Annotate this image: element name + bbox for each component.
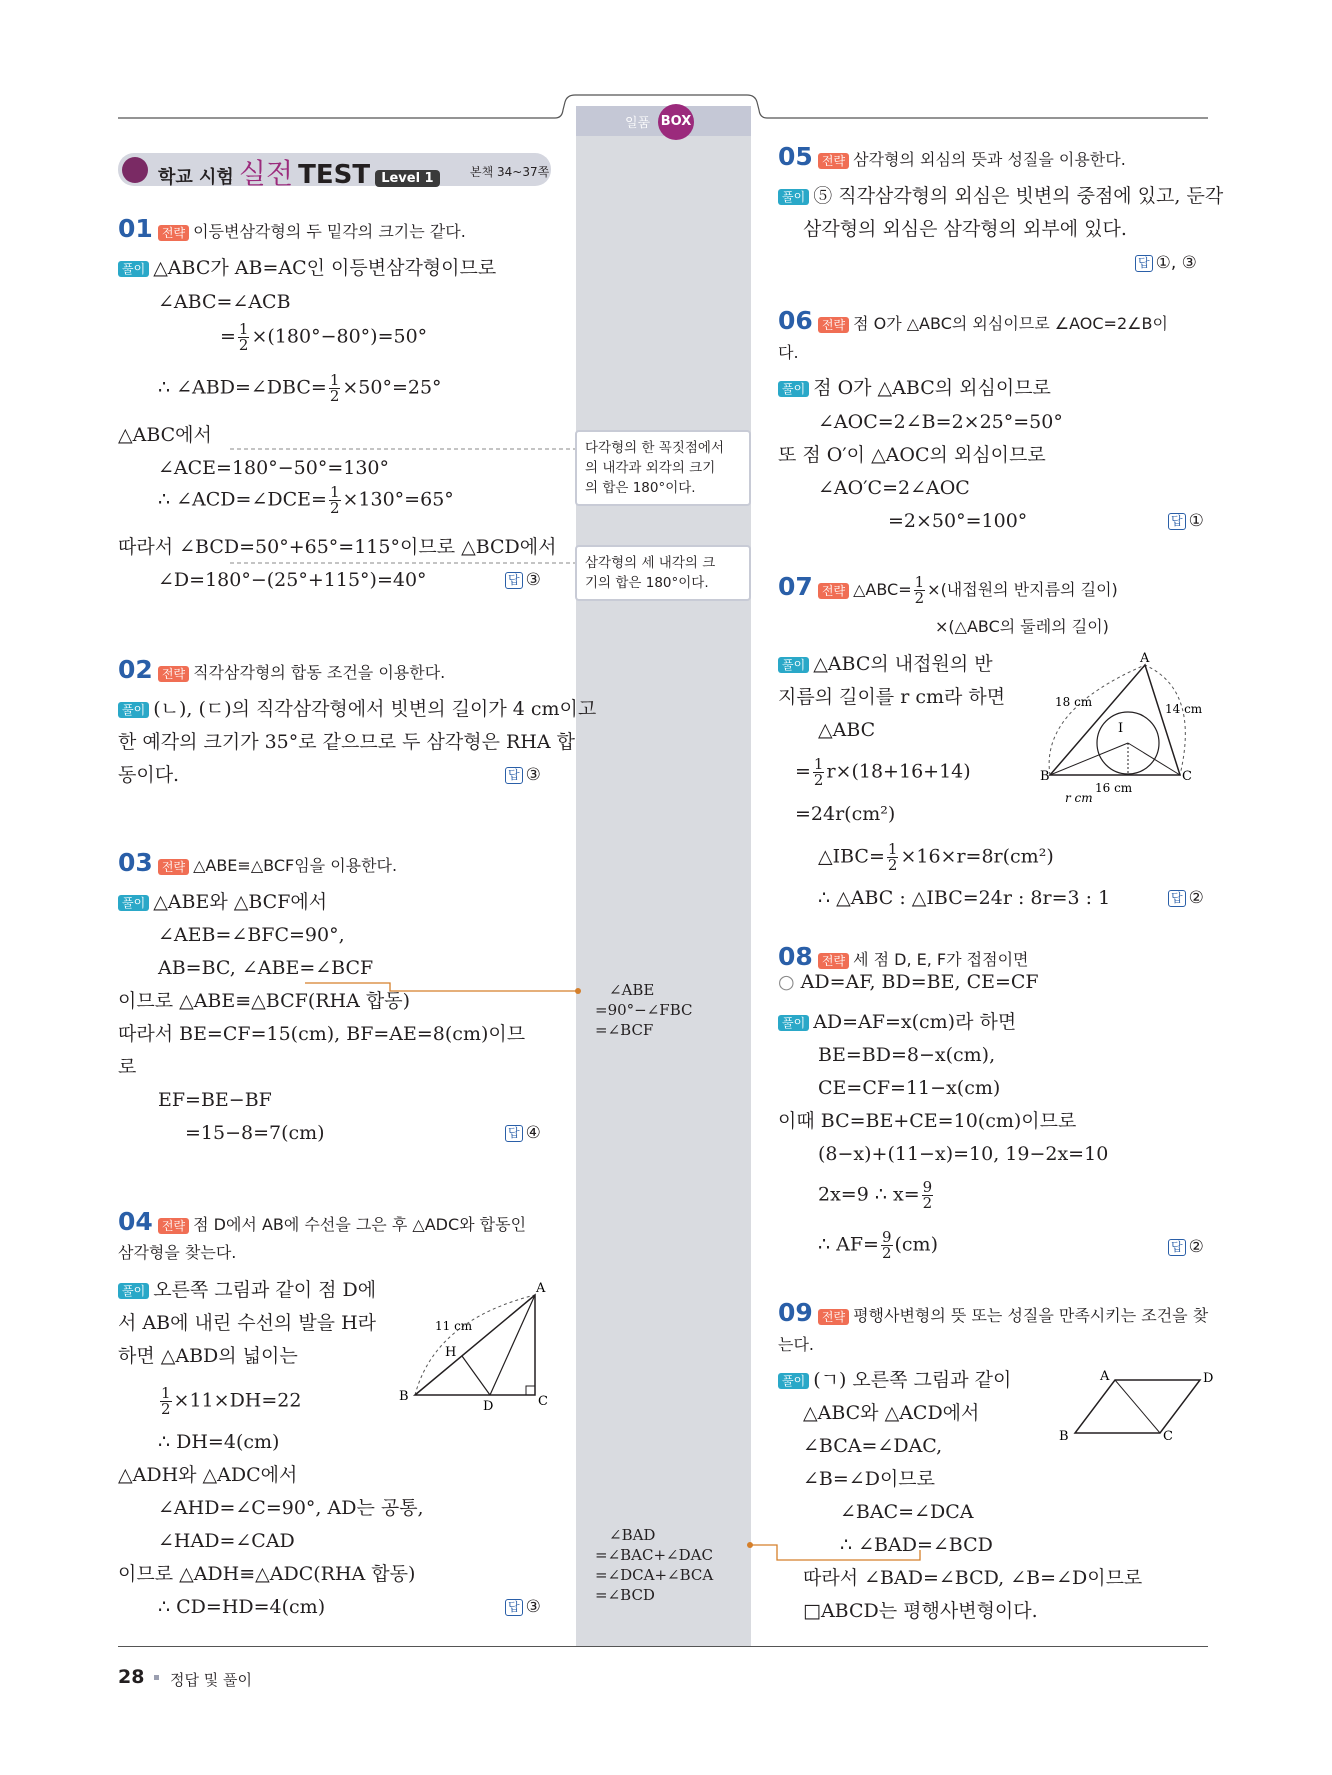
problem-04-header: 04 전략 점 D에서 AB에 수선을 그은 후 △ADC와 합동인 (118, 1207, 527, 1236)
p03-line1: 풀이 △ABE와 △BCF에서 (118, 890, 327, 914)
p07-line5: =24r(cm²) (795, 803, 896, 825)
p04-line3: 하면 △ABD의 넓이는 (118, 1345, 298, 1367)
svg-text:D: D (483, 1399, 494, 1414)
problem-06-header: 06 전략 점 O가 △ABC의 외심이므로 ∠AOC=2∠B이 (778, 306, 1168, 335)
p06-answer: 답 ① (1168, 511, 1204, 531)
p01-line6: ∠ACE=180°−50°=130° (158, 457, 390, 479)
p08-strategy-cont: ○ AD=AF, BD=BE, CE=CF (778, 971, 1039, 993)
p09-line6: ∴ ∠BAD=∠BCD (840, 1534, 993, 1556)
page-reference: 본책 34~37쪽 (470, 165, 550, 179)
memo-polygon-angles: 다각형의 한 꼭짓점에서 의 내각과 외각의 크기 의 합은 180°이다. (575, 430, 751, 506)
p07-line7: ∴ △ABC : △IBC=24r : 8r=3 : 1 (818, 887, 1111, 909)
footer-bullet (154, 1675, 159, 1680)
footer-rule (118, 1646, 1208, 1647)
p09-strategy-cont: 는다. (778, 1335, 814, 1354)
p03-line5: 따라서 BE=CF=15(cm), BF=AE=8(cm)이므 (118, 1023, 526, 1045)
svg-text:C: C (538, 1394, 548, 1409)
svg-text:A: A (536, 1281, 546, 1296)
p08-line1: 풀이 AD=AF=x(cm)라 하면 (778, 1010, 1016, 1034)
p09-line1: 풀이 (ㄱ) 오른쪽 그림과 같이 (778, 1368, 1011, 1392)
svg-text:I: I (1118, 721, 1124, 736)
svg-text:A: A (1140, 651, 1150, 666)
p04-line1: 풀이 오른쪽 그림과 같이 점 D에 (118, 1278, 376, 1302)
sidebar-column (576, 106, 751, 1646)
p02-answer: 답 ③ (505, 765, 541, 785)
p03-line4: 이므로 △ABE≡△BCF(RHA 합동) (118, 990, 411, 1012)
p07-incircle-figure (1040, 650, 1215, 805)
p01-line3: = $\frac{1}{2}$ ×(180°−80°)=50° (220, 320, 428, 354)
svg-text:r cm: r cm (1065, 791, 1093, 805)
problem-07-header: 07 전략 △ABC= $\frac{1}{2}$ ×(내접원의 반지름의 길이) (778, 572, 1118, 607)
p04-strategy-cont: 삼각형을 찾는다. (118, 1243, 237, 1262)
svg-text:18 cm: 18 cm (1055, 695, 1093, 709)
p03-line8: =15−8=7(cm) (185, 1122, 325, 1144)
p06-line3: 또 점 O′이 △AOC의 외심이므로 (778, 444, 1046, 466)
p03-line2: ∠AEB=∠BFC=90°, (158, 924, 345, 946)
note-abe: ∠ABE =90°−∠FBC =∠BCF (595, 981, 693, 1039)
svg-text:B: B (1040, 769, 1050, 784)
p05-line1: 풀이 ⑤ 직각삼각형의 외심은 빗변의 중점에 있고, 둔각 (778, 184, 1223, 208)
p02-line2: 한 예각의 크기가 35°로 같으므로 두 삼각형은 RHA 합 (118, 731, 575, 753)
section-title: 학교 시험 실전 TEST Level 1 (158, 152, 440, 192)
svg-text:11 cm: 11 cm (435, 1319, 473, 1333)
problem-09-header: 09 전략 평행사변형의 뜻 또는 성질을 만족시키는 조건을 찾 (778, 1298, 1209, 1327)
p09-line7: 따라서 ∠BAD=∠BCD, ∠B=∠D이므로 (803, 1567, 1143, 1589)
p01-answer: 답 ③ (505, 570, 541, 590)
p04-answer: 답 ③ (505, 1597, 541, 1617)
p04-line10: ∴ CD=HD=4(cm) (158, 1596, 326, 1618)
p04-line4: $\frac{1}{2}$ ×11×DH=22 (161, 1384, 302, 1418)
p07-answer: 답 ② (1168, 888, 1204, 908)
p03-line6: 로 (118, 1056, 137, 1078)
p01-line5: △ABC에서 (118, 424, 212, 446)
note-bad: ∠BAD =∠BAC+∠DAC =∠DCA+∠BCA =∠BCD (595, 1526, 714, 1604)
p04-line8: ∠HAD=∠CAD (158, 1530, 295, 1552)
problem-01-header: 01 전략 이등변삼각형의 두 밑각의 크기는 같다. (118, 214, 466, 243)
p01-line2: ∠ABC=∠ACB (158, 291, 291, 313)
p09-line3: ∠BCA=∠DAC, (803, 1435, 943, 1457)
p09-line2: △ABC와 △ACD에서 (803, 1402, 980, 1424)
problem-03-header: 03 전략 △ABE≡△BCF임을 이용한다. (118, 848, 398, 877)
p07-line6: △IBC= $\frac{1}{2}$ ×16×r=8r(cm²) (818, 840, 1054, 874)
p06-line2: ∠AOC=2∠B=2×25°=50° (818, 411, 1063, 433)
p04-line7: ∠AHD=∠C=90°, AD는 공통, (158, 1497, 424, 1519)
p08-line7: ∴ AF= $\frac{9}{2}$ (cm) (818, 1228, 938, 1262)
p08-answer: 답 ② (1168, 1237, 1204, 1257)
p08-line6: 2x=9 ∴ x= $\frac{9}{2}$ (818, 1178, 933, 1212)
p02-line1: 풀이 (ㄴ), (ㄷ)의 직각삼각형에서 빗변의 길이가 4 cm이고 (118, 697, 596, 721)
box-label: 일품 (625, 116, 651, 131)
p01-line7: ∴ ∠ACD=∠DCE= $\frac{1}{2}$ ×130°=65° (158, 483, 454, 517)
note-leader-03 (250, 975, 590, 1000)
p04-line9: 이므로 △ADH≡△ADC(RHA 합동) (118, 1563, 416, 1585)
svg-text:D: D (1203, 1371, 1214, 1386)
p09-line5: ∠BAC=∠DCA (840, 1501, 974, 1523)
p07-line1: 풀이 △ABC의 내접원의 반 (778, 652, 993, 676)
p08-line5: (8−x)+(11−x)=10, 19−2x=10 (818, 1143, 1109, 1165)
p06-strategy-cont: 다. (778, 343, 799, 362)
p04-line5: ∴ DH=4(cm) (158, 1431, 280, 1453)
p09-parallelogram-figure (1055, 1368, 1215, 1443)
p09-line4: ∠B=∠D이므로 (803, 1468, 936, 1490)
p07-line2: 지름의 길이를 r cm라 하면 (778, 686, 1006, 708)
problem-05-header: 05 전략 삼각형의 외심의 뜻과 성질을 이용한다. (778, 142, 1126, 171)
p09-line8: □ABCD는 평행사변형이다. (803, 1600, 1038, 1622)
p08-line4: 이때 BC=BE+CE=10(cm)이므로 (778, 1110, 1077, 1132)
p03-answer: 답 ④ (505, 1123, 541, 1143)
svg-text:B: B (1059, 1429, 1069, 1443)
p01-line9: ∠D=180°−(25°+115°)=40° (158, 569, 427, 591)
p06-line1: 풀이 점 O가 △ABC의 외심이므로 (778, 376, 1051, 400)
svg-text:C: C (1182, 769, 1192, 784)
p06-line5: =2×50°=100° (888, 510, 1028, 532)
p07-strategy-cont: ×(△ABC의 둘레의 길이) (935, 617, 1109, 636)
p04-line6: △ADH와 △ADC에서 (118, 1464, 298, 1486)
p03-line7: EF=BE−BF (158, 1089, 272, 1111)
p01-line8: 따라서 ∠BCD=50°+65°=115°이므로 △BCD에서 (118, 536, 557, 558)
svg-text:14 cm: 14 cm (1165, 702, 1203, 716)
memo-triangle-angles: 삼각형의 세 내각의 크 기의 합은 180°이다. (575, 545, 751, 601)
p04-line2: 서 AB에 내린 수선의 발을 H라 (118, 1312, 376, 1334)
p02-line3: 동이다. (118, 764, 180, 786)
box-badge: BOX (658, 104, 694, 140)
page-number: 28 (118, 1666, 145, 1688)
svg-text:H: H (445, 1345, 457, 1360)
p06-line4: ∠AO′C=2∠AOC (818, 477, 970, 499)
svg-text:B: B (399, 1389, 409, 1404)
svg-text:16 cm: 16 cm (1095, 781, 1133, 795)
p04-triangle-figure (395, 1280, 555, 1415)
footer-title: 정답 및 풀이 (170, 1671, 252, 1689)
p08-line3: CE=CF=11−x(cm) (818, 1077, 1001, 1099)
p01-line1: 풀이 △ABC가 AB=AC인 이등변삼각형이므로 (118, 256, 496, 280)
svg-text:A: A (1100, 1369, 1110, 1384)
p03-line3: AB=BC, ∠ABE=∠BCF (158, 957, 374, 979)
p08-line2: BE=BD=8−x(cm), (818, 1044, 996, 1066)
p07-line4: = $\frac{1}{2}$ r×(18+16+14) (795, 755, 971, 789)
title-bullet-icon (122, 157, 148, 183)
problem-02-header: 02 전략 직각삼각형의 합동 조건을 이용한다. (118, 655, 446, 684)
p01-line4: ∴ ∠ABD=∠DBC= $\frac{1}{2}$ ×50°=25° (158, 371, 442, 405)
p05-line2: 삼각형의 외심은 삼각형의 외부에 있다. (803, 218, 1127, 240)
memo-leader-lines (200, 440, 580, 600)
svg-text:C: C (1163, 1429, 1173, 1443)
p05-answer: 답 ①, ③ (1135, 253, 1197, 273)
problem-08-header: 08 전략 세 점 D, E, F가 접점이면 (778, 942, 1029, 971)
p07-line3: △ABC (818, 719, 876, 741)
